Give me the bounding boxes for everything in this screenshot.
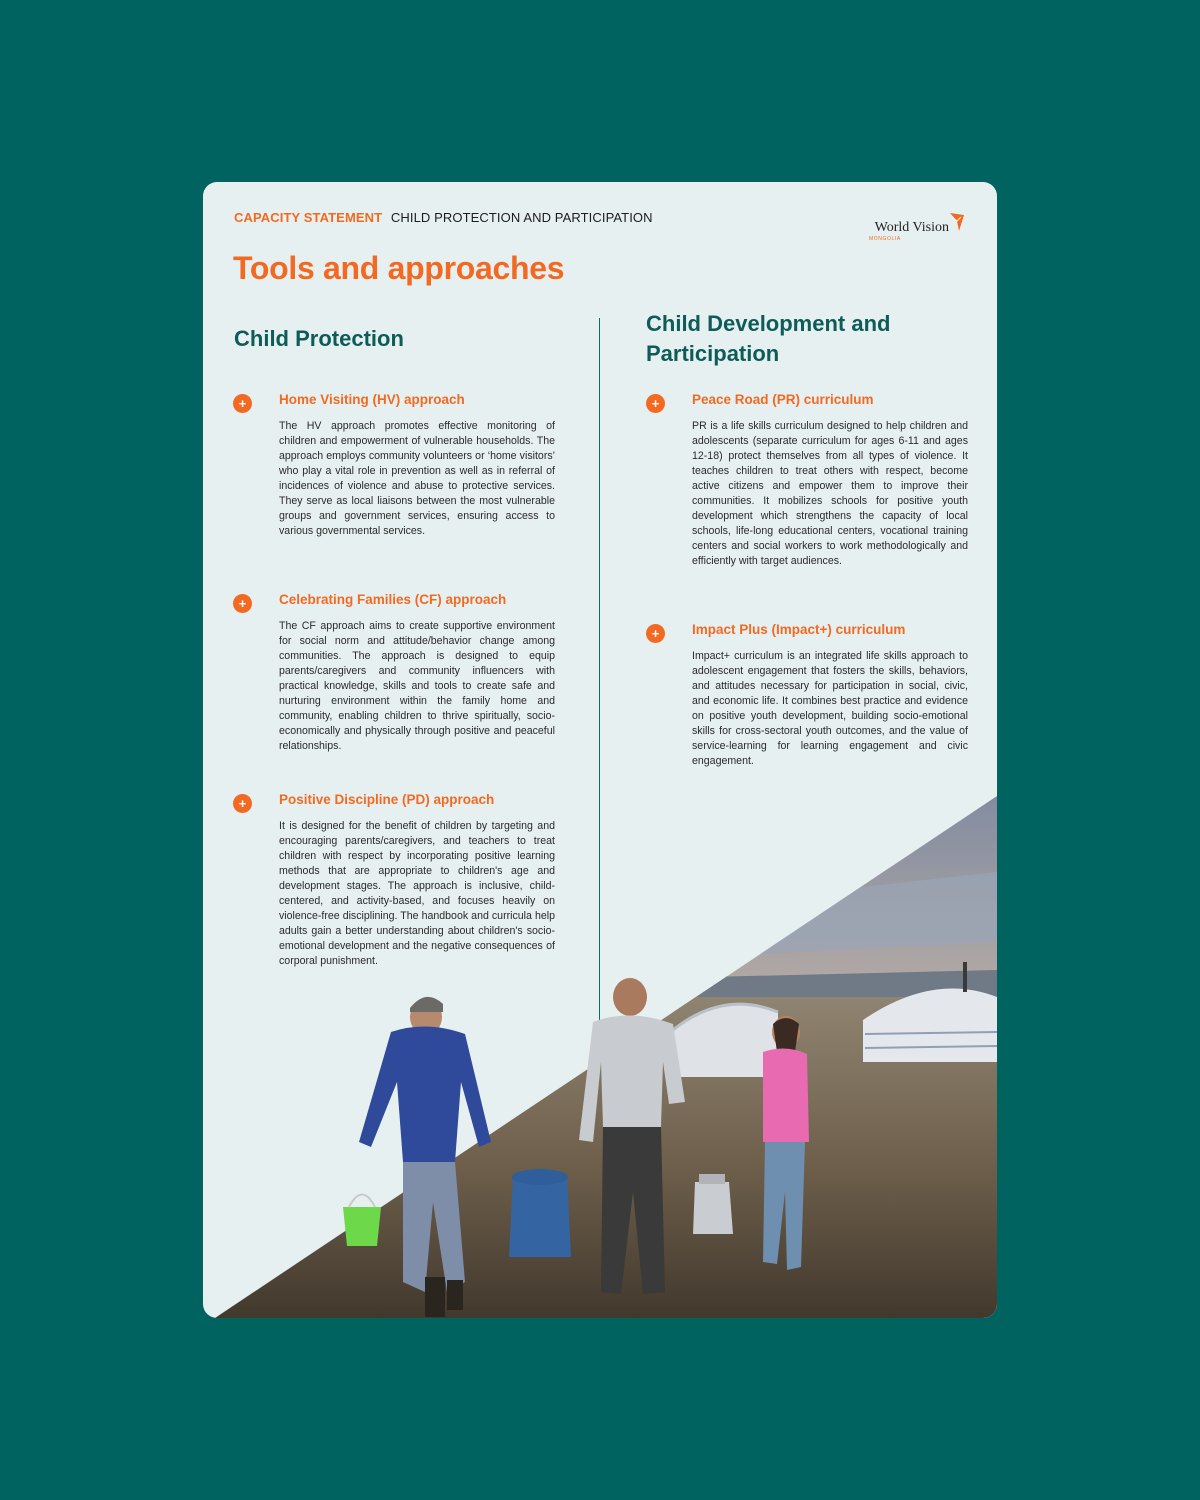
item-title: Peace Road (PR) curriculum	[692, 392, 874, 407]
man-blue-jacket	[343, 997, 491, 1317]
plus-icon: +	[646, 394, 665, 413]
header-subtitle: CHILD PROTECTION AND PARTICIPATION	[390, 210, 653, 225]
item-title: Impact Plus (Impact+) curriculum	[692, 622, 906, 637]
item-title: Home Visiting (HV) approach	[279, 392, 465, 407]
section-heading-child-development: Child Development and Participation	[646, 311, 891, 366]
item-body: The CF approach aims to create supportive environment for social norm and attitude/behavior change among communities. The approach is designed to equip parents/caregivers and community influencers with practical knowledge, skills and tools to create safe and nurturing environment within the family home and community, enabling children to thrive spiritually, socio-economically and physically through positive and peaceful relationships.	[279, 620, 555, 752]
document-page	[203, 182, 997, 1318]
item-title: Celebrating Families (CF) approach	[279, 592, 507, 607]
section-heading-child-protection: Child Protection	[234, 326, 404, 351]
item-body: The HV approach promotes effective monitoring of children and empowerment of vulnerable households. The approach employs community volunteers or ‘home visitors’ who play a vital role in prevention as well as in referral of incidences of violence and abuse to protective services. They serve as local liaisons between the most vulnerable groups and government services, ensuring access to various governmental services.	[279, 420, 555, 537]
item-body: It is designed for the benefit of children by targeting and encouraging parents/caregivers, and teachers to treat children with respect by incorporating positive learning methods that are appropriate to children's age and development stages. The approach is inclusive, child-centered, and activity-based, and focuses heavily on violence-free disciplining. The handbook and curricula help adults gain a better understanding about children's socio-emotional development and the negative consequences of corporal punishment.	[279, 820, 555, 967]
blue-barrel	[509, 1169, 571, 1257]
plus-icon: +	[233, 394, 252, 413]
logo-name: World Vision	[874, 220, 949, 235]
girl-pink-jacket	[763, 1016, 809, 1270]
page-title: Tools and approaches	[233, 250, 565, 286]
plus-icon: +	[233, 794, 252, 813]
man-grey-shirt	[579, 978, 685, 1294]
item-body: PR is a life skills curriculum designed to help children and adolescents (separate curriculum for ages 6-11 and ages 12-18) protect themselves from all types of violence. It teaches children to treat others with respect, become active citizens and empower them to improve their communities. It mobilizes schools for positive youth development which strengthens the capacity of local schools, life-long educational centers, vocational training centers and social workers to work methodologically and efficiently with target audiences.	[692, 420, 968, 567]
header-kicker: CAPACITY STATEMENT	[234, 210, 383, 225]
milk-can	[693, 1174, 733, 1234]
item-title: Positive Discipline (PD) approach	[279, 792, 495, 807]
plus-icon: +	[646, 624, 665, 643]
plus-icon: +	[233, 594, 252, 613]
item-body: Impact+ curriculum is an integrated life skills approach to adolescent engagement that fosters the skills, behaviors, and attitudes necessary for participation in social, civic, and economic life. It combines best practice and evidence on positive youth development, building socio-emotional skills for cross-sectoral youth outcomes, and the value of service-learning for learning engagement and civic engagement.	[692, 650, 968, 767]
logo-region: MONGOLIA	[869, 236, 901, 242]
people-figures	[203, 182, 997, 1318]
